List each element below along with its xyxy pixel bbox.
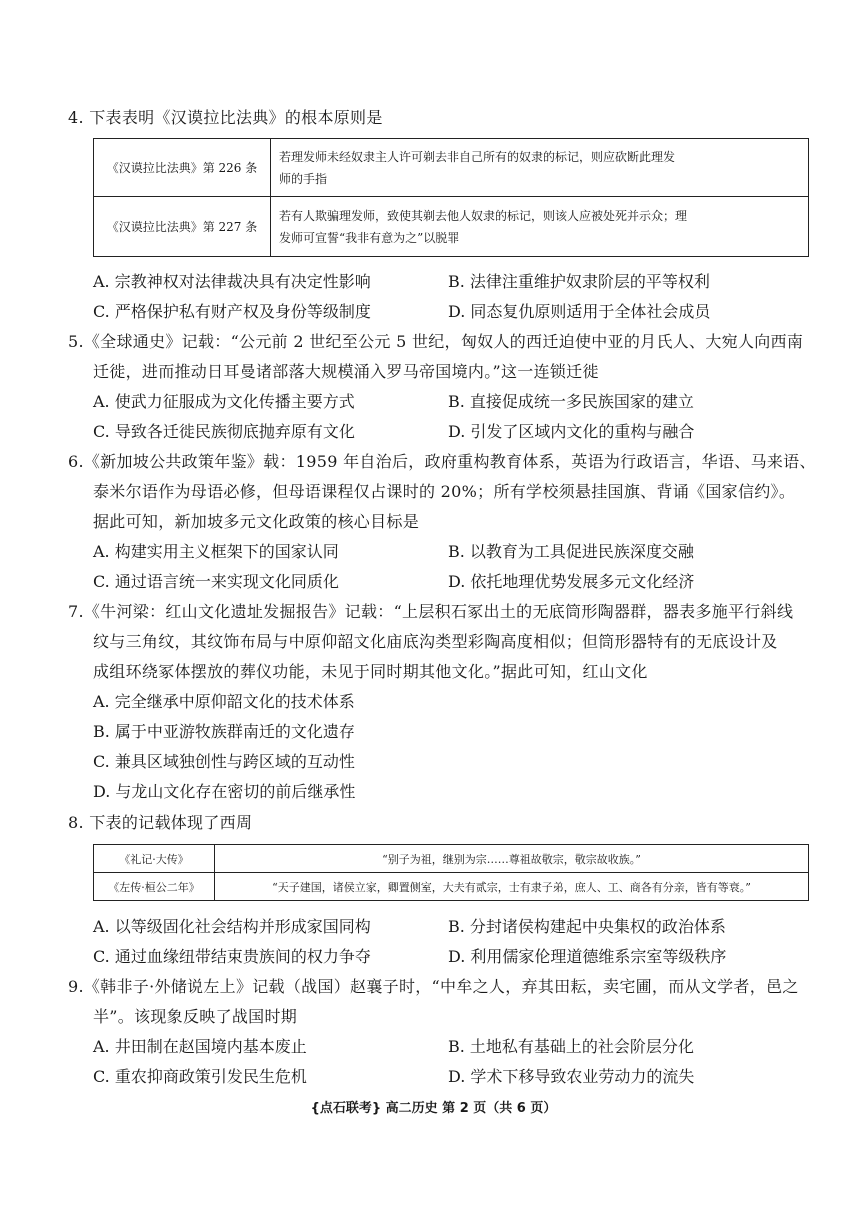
q4-row1-name: 《汉谟拉比法典》第 226 条 [94, 139, 271, 197]
q4-row2-name: 《汉谟拉比法典》第 227 条 [94, 197, 271, 257]
q8-row1-name: 《礼记·大传》 [94, 845, 215, 873]
q6-option-c: C. 通过语言统一来实现文化同质化 [93, 572, 339, 591]
q6-option-a: A. 构建实用主义框架下的国家认同 [93, 542, 339, 561]
q9-line2: 半”。该现象反映了战国时期 [93, 1007, 298, 1026]
q7-line1: 7.《牛河梁：红山文化遗址发掘报告》记载：“上层积石冢出土的无底筒形陶器群，器表多施平行斜线 [68, 602, 794, 621]
q8-row2-text: “天子建国，诸侯立家，卿置侧室，大夫有贰宗，士有隶子弟，庶人、工、商各有分亲，皆有等衰。” [215, 873, 809, 901]
q4-row1-text [271, 139, 809, 197]
q6-option-d: D. 依托地理优势发展多元文化经济 [448, 572, 695, 591]
q5-option-c: C. 导致各迁徙民族彻底抛弃原有文化 [93, 422, 355, 441]
q7-option-b: B. 属于中亚游牧族群南迁的文化遗存 [93, 722, 355, 741]
q4-table [93, 138, 809, 257]
q7-option-d: D. 与龙山文化存在密切的前后继承性 [93, 782, 356, 801]
q8-table [93, 844, 809, 901]
q9-option-a: A. 井田制在赵国境内基本废止 [93, 1037, 307, 1056]
q8-option-d: D. 利用儒家伦理道德维系宗室等级秩序 [448, 947, 727, 966]
q8-option-c: C. 通过血缘纽带结束贵族间的权力争夺 [93, 947, 371, 966]
q7-option-a: A. 完全继承中原仰韶文化的技术体系 [93, 692, 355, 711]
q4-row2-line2: 发师可宣誓“我非有意为之”以脱罪 [279, 230, 460, 245]
q8-option-b: B. 分封诸侯构建起中央集权的政治体系 [448, 917, 726, 936]
q7-line2: 纹与三角纹，其纹饰布局与中原仰韶文化庙底沟类型彩陶高度相似；但筒形器特有的无底设计及 [93, 632, 778, 651]
q4-row1-line1: 若理发师未经奴隶主人许可剃去非自己所有的奴隶的标记，则应砍断此理发 [279, 149, 676, 164]
q4-option-c: C. 严格保护私有财产权及身份等级制度 [93, 302, 371, 321]
q4-row2-text [271, 197, 809, 257]
q4-option-b: B. 法律注重维护奴隶阶层的平等权利 [448, 272, 710, 291]
page-footer: {点石联考} 高二历史 第 2 页（共 6 页） [310, 1101, 557, 1116]
q4-row2-line1: 若有人欺骗理发师，致使其剃去他人奴隶的标记，则该人应被处死并示众；理 [279, 208, 688, 223]
table-row [94, 139, 809, 197]
table-row [94, 873, 809, 901]
table-row [94, 845, 809, 873]
q5-option-d: D. 引发了区域内文化的重构与融合 [448, 422, 695, 441]
q9-option-d: D. 学术下移导致农业劳动力的流失 [448, 1067, 695, 1086]
q5-option-b: B. 直接促成统一多民族国家的建立 [448, 392, 694, 411]
q5-line2: 迁徙，进而推动日耳曼诸部落大规模涌入罗马帝国境内。”这一连锁迁徙 [93, 362, 599, 381]
q8-option-a: A. 以等级固化社会结构并形成家国同构 [93, 917, 371, 936]
q8-row2-name: 《左传·桓公二年》 [94, 873, 215, 901]
q4-option-d: D. 同态复仇原则适用于全体社会成员 [448, 302, 711, 321]
table-row [94, 197, 809, 257]
q6-line2: 泰米尔语作为母语必修，但母语课程仅占课时的 20%；所有学校须悬挂国旗、背诵《国家信约》。 [93, 482, 796, 501]
q5-option-a: A. 使武力征服成为文化传播主要方式 [93, 392, 355, 411]
q9-line1: 9.《韩非子·外储说左上》记载（战国）赵襄子时，“中牟之人，弃其田耘，卖宅圃，而从文学者，邑之 [68, 977, 799, 996]
q8-stem: 8. 下表的记载体现了西周 [68, 813, 253, 832]
q4-option-a: A. 宗教神权对法律裁决具有决定性影响 [93, 272, 371, 291]
q4-stem: 4. 下表表明《汉谟拉比法典》的根本原则是 [68, 108, 383, 127]
q6-line3: 据此可知，新加坡多元文化政策的核心目标是 [93, 512, 420, 531]
q9-option-c: C. 重农抑商政策引发民生危机 [93, 1067, 307, 1086]
q7-option-c: C. 兼具区域独创性与跨区域的互动性 [93, 752, 355, 771]
q6-option-b: B. 以教育为工具促进民族深度交融 [448, 542, 694, 561]
q5-line1: 5.《全球通史》记载：“公元前 2 世纪至公元 5 世纪，匈奴人的西迁迫使中亚的月氏人、大宛人向西南 [68, 332, 804, 351]
q6-line1: 6.《新加坡公共政策年鉴》载：1959 年自治后，政府重构教育体系，英语为行政语言，华语、马来语、 [68, 452, 816, 471]
q9-option-b: B. 土地私有基础上的社会阶层分化 [448, 1037, 694, 1056]
q7-line3: 成组环绕冢体摆放的葬仪功能，未见于同时期其他文化。”据此可知，红山文化 [93, 662, 648, 681]
q4-row1-line2: 师的手指 [279, 171, 328, 186]
q8-row1-text: “别子为祖，继别为宗……尊祖故敬宗，敬宗故收族。” [215, 845, 809, 873]
